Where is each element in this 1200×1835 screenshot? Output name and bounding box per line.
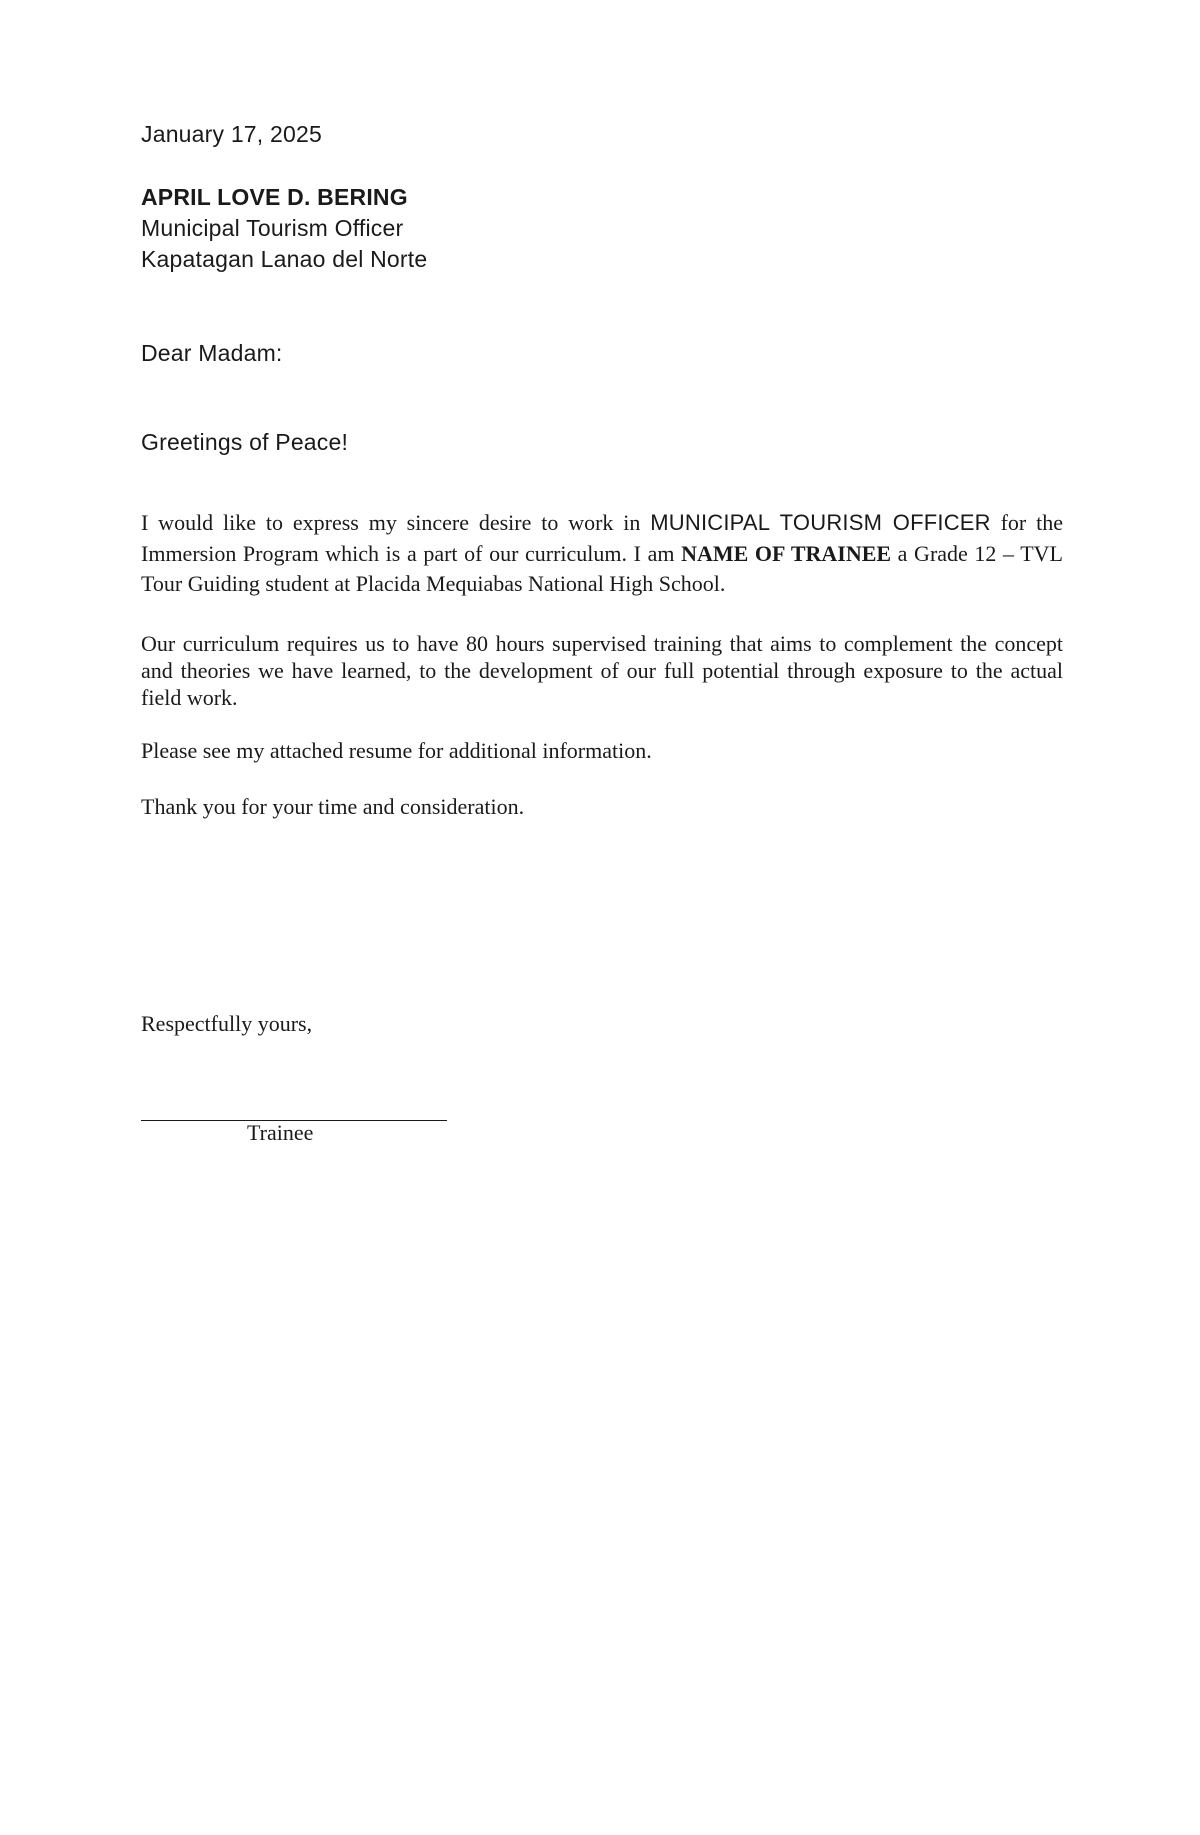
salutation: Dear Madam: [141, 340, 283, 366]
letter-date: January 17, 2025 [141, 121, 322, 147]
signature-label: Trainee [247, 1120, 314, 1145]
paragraph-thanks: Thank you for your time and consideration. [141, 794, 525, 819]
paragraph-intro-part3: a Grade 12 – TVL Tour Guiding student at Placida Mequiabas National High School. [141, 540, 1063, 596]
recipient-title: Municipal Tourism Officer [141, 215, 404, 241]
paragraph-intro [141, 508, 1063, 600]
recipient-address: Kapatagan Lanao del Norte [141, 246, 428, 272]
paragraph-curriculum: Our curriculum requires us to have 80 hours supervised training that aims to complement the concept and theories we have learned, to the development of our full potential through exposure to the actual field work. [141, 631, 1063, 710]
paragraph-resume: Please see my attached resume for additional information. [141, 738, 652, 763]
greeting: Greetings of Peace! [141, 429, 349, 455]
paragraph-intro-part2: for the Immersion Program which is a part of our curriculum. I am [141, 510, 1064, 566]
paragraph-intro-part1: I would like to express my sincere desire to work in [141, 510, 651, 535]
trainee-name: NAME OF TRAINEE [681, 540, 892, 566]
closing: Respectfully yours, [141, 1011, 313, 1036]
office-name: MUNICIPAL TOURISM OFFICER [650, 510, 991, 535]
recipient-name: APRIL LOVE D. BERING [141, 184, 408, 210]
